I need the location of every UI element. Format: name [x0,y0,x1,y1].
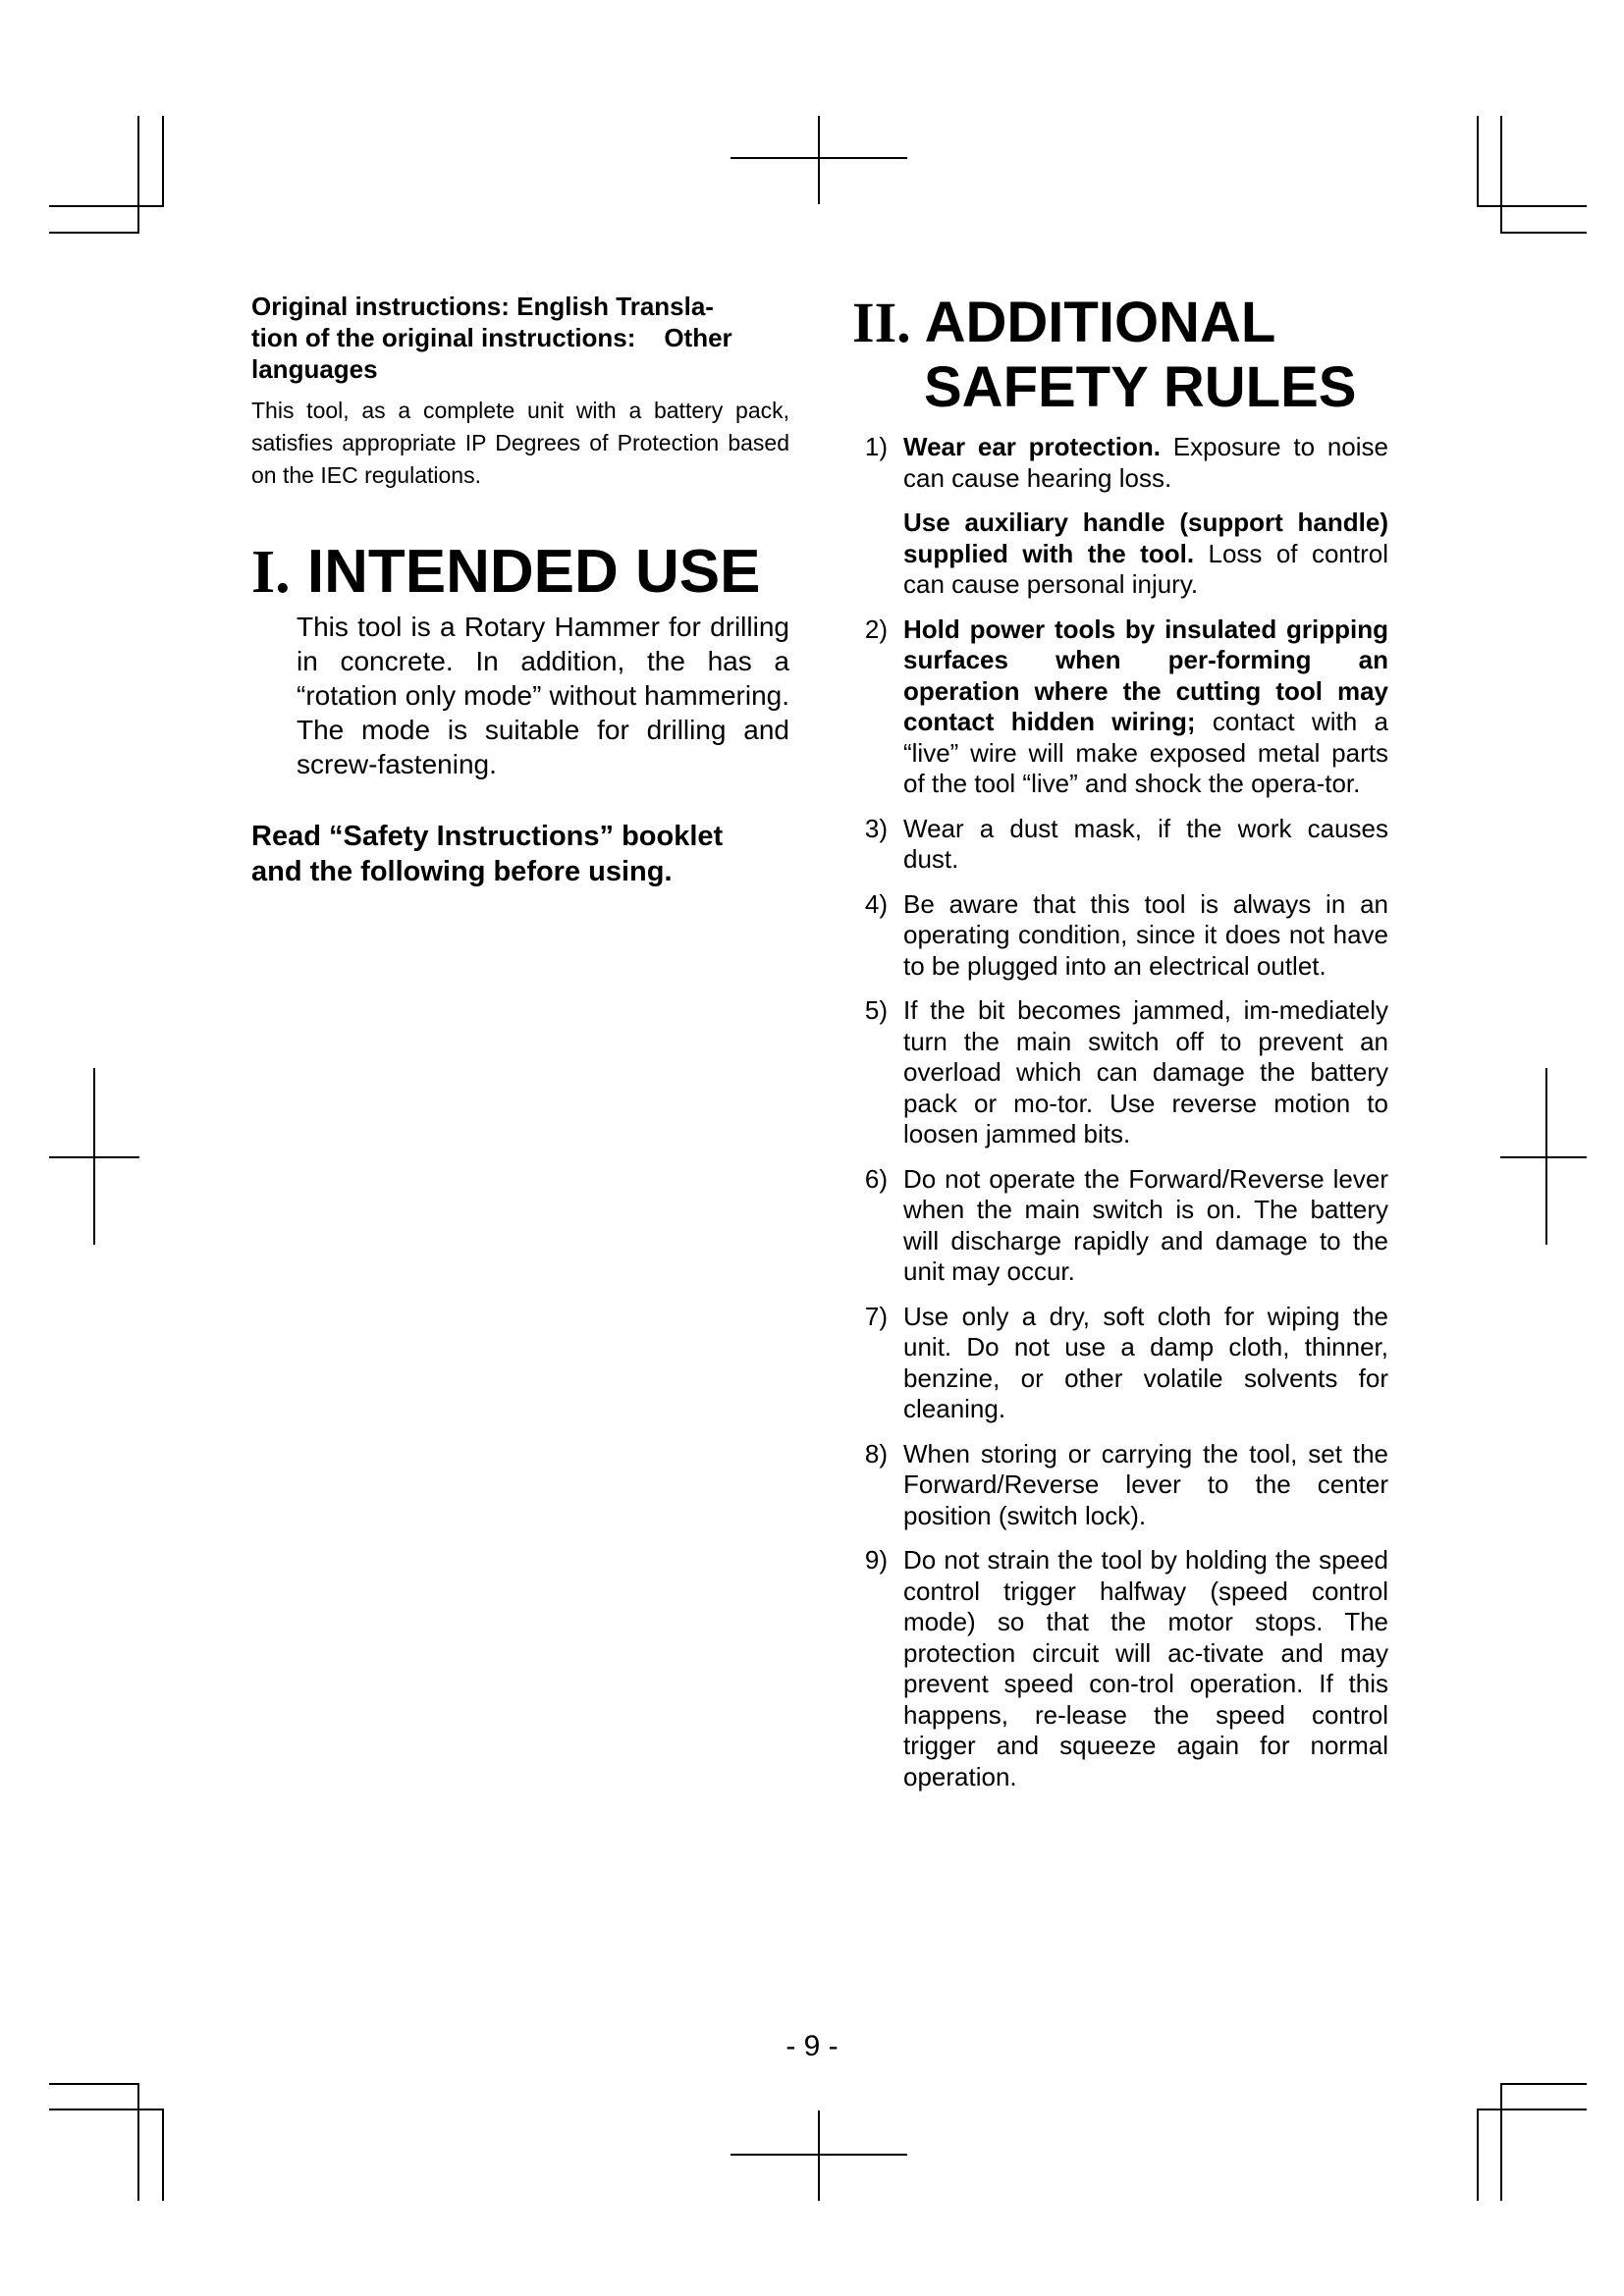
rule-sub-bold-text: Use auxiliary handle (support handle) supplied with the tool. [903,507,1388,568]
heading-line: tion of the original instructions: Other [251,323,732,352]
rule-number: 6) [864,1163,888,1194]
rule-number: 5) [864,995,888,1025]
section-2-title-line1: ADDITIONAL [924,291,1276,354]
rule-number: 1) [864,432,888,461]
rule-number: 7) [864,1301,888,1331]
rule-text: Be aware that this tool is always in an operating condition, since it does not have to be plugged into an electrical outlet. [903,888,1388,981]
rule-bold-text: Wear ear protection. [903,432,1162,461]
rule-number: 3) [864,813,888,843]
rule-text: Wear a dust mask, if the work causes dust. [903,813,1388,874]
rule-number: 8) [864,1438,888,1468]
intended-use-text: This tool is a Rotary Hammer for drilling in concrete. In addition, the has a “rotation only mode” without hammering. The mode is suitable for drilling and screw-fastening. [297,612,789,779]
rule-text: Do not strain the tool by holding the speed control trigger halfway (speed control mode) so that the motor stops. The protection circuit will ac-tivate and may prevent speed con-trol operation. If this happens, re-lease the speed control trigger and squeeze again for normal operation. [903,1545,1388,1791]
left-column [251,291,789,889]
safety-rules-list [852,432,1388,1792]
rule-text: Use only a dry, soft cloth for wiping the unit. Do not use a damp cloth, thinner, benzine, or other volatile solvents for cleaning. [903,1301,1388,1423]
read-note-line: and the following before using. [251,856,673,887]
heading-line: Original instructions: English Transla- [251,292,714,321]
rule-sub-text: Loss of control can cause personal injury. [903,538,1389,599]
read-note-line: Read “Safety Instructions” booklet [251,821,724,852]
rule-number: 4) [864,888,888,919]
page-number: - 9 - [785,2030,839,2062]
list-item [852,614,1388,800]
right-column [852,291,1388,1806]
rule-number: 9) [864,1545,888,1575]
section-2-numeral: II. [852,291,911,354]
rule-text: Exposure to noise can cause hearing loss. [903,432,1388,493]
section-2-heading [852,291,1388,420]
list-item [852,432,1388,601]
section-1-title: INTENDED USE [306,538,761,606]
original-instructions-heading [251,291,789,385]
list-item [852,1545,1388,1792]
section-2-title-line2: SAFETY RULES [924,355,1357,419]
rule-text: Do not operate the Forward/Reverse lever when the main switch is on. The battery will discharge rapidly and damage to the unit may occur. [903,1163,1388,1286]
rule-text: If the bit becomes jammed, im-mediately turn the main switch off to prevent an overload which can damage the battery pack or mo-tor. Use reverse motion to loosen jammed bits. [903,995,1388,1148]
rule-number: 2) [864,614,888,644]
list-item [852,1439,1388,1532]
section-1-numeral: I. [251,539,291,606]
list-item [852,1164,1388,1288]
original-instructions-text: This tool, as a complete unit with a battery pack, satisfies appropriate IP Degrees of Protection based on the IEC regulations. [251,398,789,488]
list-item [852,814,1388,876]
section-1-heading [251,538,789,606]
list-item [852,889,1388,983]
heading-line: languages [251,354,378,384]
rule-text: When storing or carrying the tool, set the Forward/Reverse lever to the center position (switch lock). [903,1438,1388,1530]
read-safety-note [251,819,789,889]
list-item [852,995,1388,1150]
list-item [852,1302,1388,1425]
rule-bold-text: Hold power tools by insulated gripping surfaces when per-forming an operation where the cutting tool may contact hidden wiring; [903,614,1388,736]
rule-text: contact with a “live” wire will make exposed metal parts of the tool “live” and shock the opera-tor. [903,707,1388,798]
